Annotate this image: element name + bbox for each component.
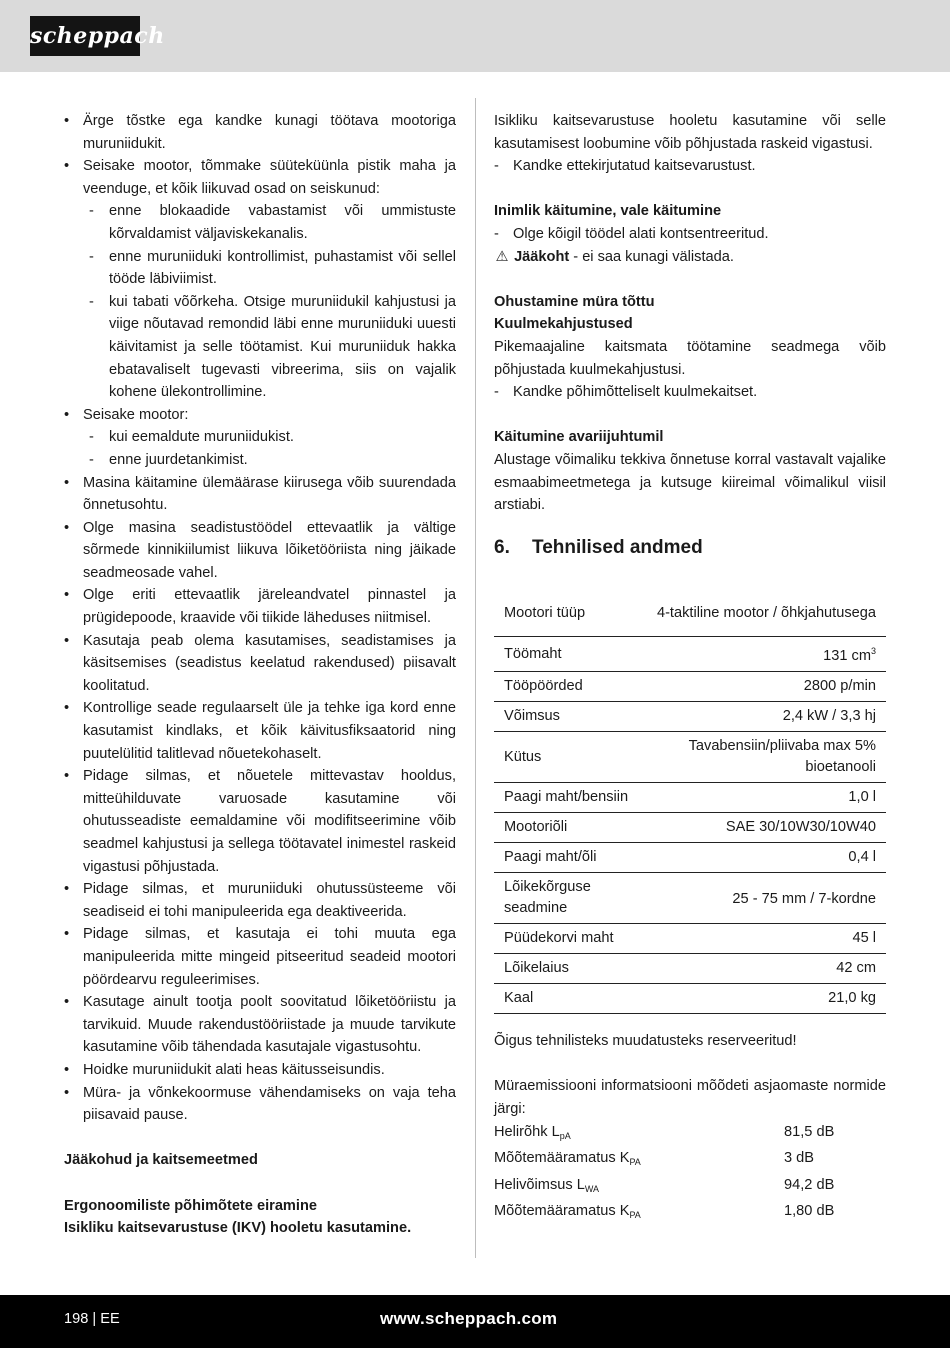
bullet-item: • Pidage silmas, et kasutaja ei tohi muuta ega manipuleerida mitte mingeid pitseeritud seadeid mootori pöördearvu reguleerimises. [64,923,456,991]
section-number: 6. [494,536,510,558]
bullet-item: • Olge eriti ettevaatlik järeleandvatel pinnastel ja prügidepoode, kraavide või tiikide läheduses niitmisel. [64,584,456,629]
dash-item: - kui tabati võõrkeha. Otsige muruniidukil kahjustusi ja viige nõutavad remondid läbi enne muruniiduki uuesti käivitamist ja selle töötamist. Kui muruniiduk hakka ebatavaliselt tugevasti vibreerima, siis on vajalik kohene ülekontrollimine. [64,291,456,404]
spec-label: Mootoriõli [494,813,646,843]
noise-heading: Ohustamine müra tõttu [494,293,655,310]
spec-row [494,924,886,954]
spec-row [494,732,886,783]
spec-label: Paagi maht/bensiin [494,783,646,813]
emission-row [494,1147,886,1174]
spec-value: 21,0 kg [646,984,886,1014]
spec-label: Lõikekõrguse seadmine [494,873,646,924]
section-title [494,537,886,560]
ergonomics-heading: Ergonoomiliste põhimõtete eiramine [64,1197,317,1214]
spec-label: Püüdekorvi maht [494,924,646,954]
bullet-item: • Seisake mootor, tõmmake süüteküünla pistik maha ja veenduge, et kõik liikuvad osad on seiskunud: [64,155,456,200]
emission-label: Helivõimsus $L_{WA}$ [494,1176,600,1194]
scheppach-logo: scheppach [30,16,140,56]
emission-value: 3 dB [784,1150,815,1167]
spec-value: 25 - 75 mm / 7-kordne [646,873,886,924]
spec-label: Mootori tüüp [494,591,646,637]
emergency-heading: Käitumine avariijuhtumil [494,429,664,446]
emission-intro: Müraemissiooni informatsiooni mõõdeti asjaomaste normide järgi: [494,1078,886,1118]
section-title-text: Tehnilised andmed [532,536,703,558]
bullet-item: • Hoidke muruniidukit alati heas käitusseisundis. [64,1059,456,1082]
page-number: 198 | EE [64,1311,120,1327]
pse-text: Isikliku kaitsevarustuse hooletu kasutamine või selle kasutamisest loobumine võib põhjustada raskeid vigastusi. [494,113,886,152]
bullet-item: • Masina käitamine ülemäärase kiirusega võib suurendada õnnetusohtu. [64,472,456,517]
spec-label: Tööpöörded [494,672,646,702]
emission-label: Mõõtemääramatus $K_{PA}$ [494,1203,641,1221]
spec-row [494,591,886,637]
spec-row [494,984,886,1014]
bullet-item: • Pidage silmas, et nõuetele mittevastav hooldus, mitteühilduvate varuosade kasutamine või ohutusseadiste eemaldamine või modifitseerimine võib seadmel kahjustusi ja sellega töötavatel inimestel raskeid vigastusi põhjustada. [64,765,456,878]
spec-label: Töömaht [494,637,646,672]
spec-row [494,783,886,813]
spec-row [494,637,886,672]
emission-label: Helirõhk $L_{pA}$ [494,1123,571,1141]
spec-row [494,873,886,924]
residual-risk-line [494,246,886,269]
footer [0,1295,950,1348]
emission-row [494,1200,886,1227]
emission-label: Mõõtemääramatus $K_{PA}$ [494,1150,641,1168]
spec-value: 45 l [646,924,886,954]
bullet-item: • Seisake mootor: [64,404,456,427]
emergency-text: Alustage võimaliku tekkiva õnnetuse korral vastavalt vajalike esmaabimeetmetega ja kutsuge kiireimal võimalikul viisil arstiabi. [494,451,886,514]
dash-item: - kui eemaldute muruniidukist. [64,426,456,449]
dash-item: - enne juurdetankimist. [64,449,456,472]
dash-item: - enne blokaadide vabastamist või ummistuste kõrvaldamist väljaviskekanalis. [64,200,456,245]
spec-value: 2800 p/min [646,672,886,702]
bullet-item: • Kontrollige seade regulaarselt üle ja tehke iga kord enne kasutamist kindlaks, et kõik käivitusfiksaatorid ning puutelülitid talitlevad nõuetekohaselt. [64,697,456,765]
website-link[interactable]: www.scheppach.com [380,1309,558,1328]
emission-value: 1,80 dB [784,1203,835,1220]
spec-label: Võimsus [494,702,646,732]
pse-heading: Isikliku kaitsevarustuse (IKV) hooletu kasutamine. [64,1220,412,1237]
spec-label: Paagi maht/õli [494,843,646,873]
bullet-item: • Kasutage ainult tootja poolt soovitatud lõiketööriistu ja tarvikuid. Muude rakendustööriistade ja muude tarvikute kasutamine võib tähendada kasutajale vigastusohtu. [64,991,456,1059]
behavior-heading: Inimlik käitumine, vale käitumine [494,203,722,220]
spec-label: Lõikelaius [494,954,646,984]
safety-instructions-list [64,110,456,1127]
column-divider [475,98,476,1258]
pse-dash: - Kandke ettekirjutatud kaitsevarustust. [494,155,886,178]
bullet-item: • Müra- ja võnkekoormuse vähendamiseks on vaja teha piisavaid pause. [64,1082,456,1127]
spec-value: 131 $cm^3$ [646,637,886,672]
emission-list [494,1121,886,1227]
specs-table [494,591,886,1014]
left-column [64,110,456,1240]
warning-triangle-icon: ⚠ [495,248,509,265]
header-band [0,0,950,72]
dash-item: - enne muruniiduki kontrollimist, puhastamist või sellel tööde läbiviimist. [64,246,456,291]
emission-row [494,1174,886,1201]
spec-row [494,954,886,984]
spec-value: 1,0 l [646,783,886,813]
emission-value: 81,5 dB [784,1123,835,1140]
spec-row [494,843,886,873]
behavior-dash: - Olge kõigil töödel alati kontsentreeritud. [494,223,886,246]
bullet-item: • Kasutaja peab olema kasutamises, seadistamises ja käsitsemises (seadistus keelatud rakendused) piisavalt koolitatud. [64,630,456,698]
noise-dash: - Kandke põhimõtteliselt kuulmekaitset. [494,381,886,404]
spec-value: 4-taktiline mootor / õhkjahutusega [646,591,886,637]
right-column [494,110,886,1227]
spec-label: Kütus [494,732,646,783]
spec-value: SAE 30/10W30/10W40 [646,813,886,843]
rights-reserved: Õigus tehnilisteks muudatusteks reserveeritud! [494,1033,797,1050]
noise-text: Pikemaajaline kaitsmata töötamine seadmega võib põhjustada kuulmekahjustusi. [494,338,886,378]
emission-row [494,1121,886,1148]
hearing-damage-heading: Kuulmekahjustused [494,316,633,333]
spec-row [494,702,886,732]
emission-value: 94,2 dB [784,1176,835,1193]
spec-row [494,672,886,702]
residual-risks-heading: Jääkohud ja kaitsemeetmed [64,1152,258,1169]
spec-value: Tavabensiin/pliivaba max 5% bioetanooli [646,732,886,783]
bullet-item: • Olge masina seadistustöödel ettevaatlik ja vältige sõrmede kinnikiilumist liikuva lõiketööriista ning jäikade seadmeosade vahel. [64,517,456,585]
bullet-item: • Ärge tõstke ega kandke kunagi töötava mootoriga muruniidukit. [64,110,456,155]
spec-value: 2,4 kW / 3,3 hj [646,702,886,732]
spec-label: Kaal [494,984,646,1014]
spec-row [494,813,886,843]
spec-value: 42 cm [646,954,886,984]
bullet-item: • Pidage silmas, et muruniiduki ohutussüsteeme või seadiseid ei tohi manipuleerida ega deaktiveerida. [64,878,456,923]
residual-risk-text: - ei saa kunagi välistada. [569,248,734,265]
residual-risk-bold: Jääkoht [514,248,570,265]
spec-value: 0,4 l [646,843,886,873]
